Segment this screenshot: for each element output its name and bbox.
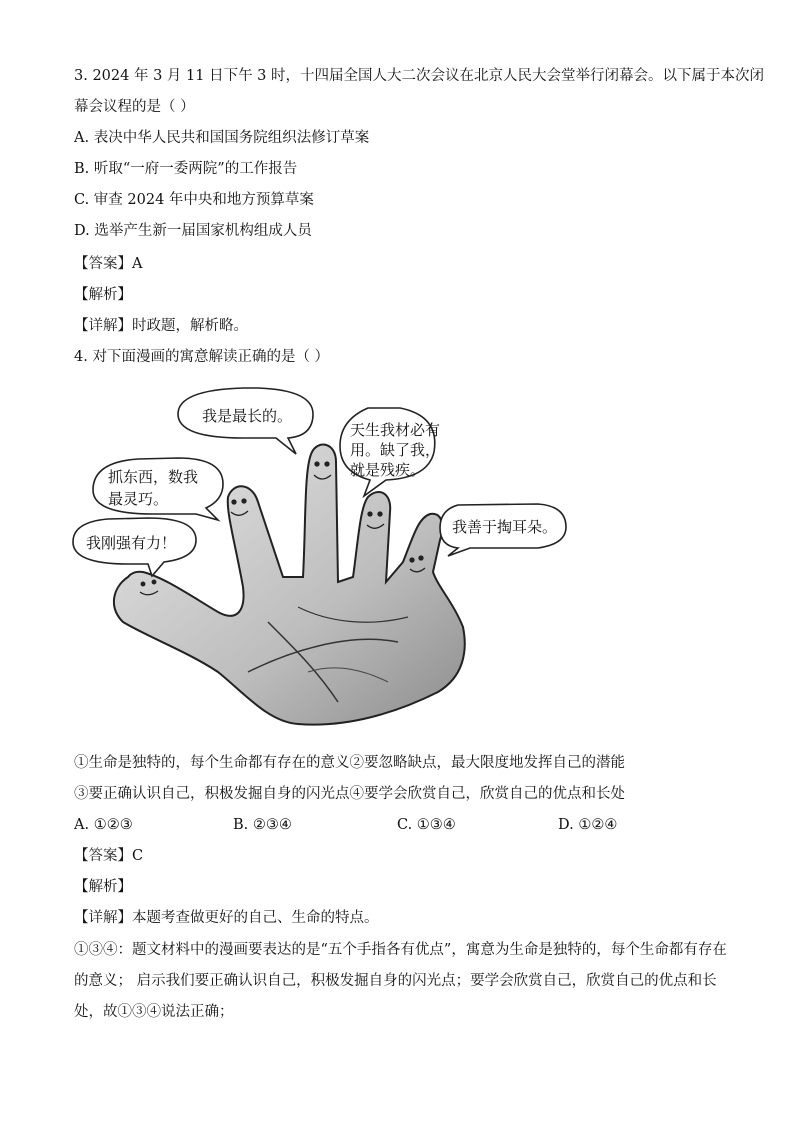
q3-option-a: A. 表决中华人民共和国国务院组织法修订草案 [74,130,370,146]
q4-explain-line3: 处，故①③④说法正确； [74,1004,234,1020]
q3-option-d: D. 选举产生新一届国家机构组成人员 [74,223,312,239]
q4-choice-d: D. ①②④ [558,817,618,833]
q4-choice-a: A. ①②③ [74,817,133,833]
q4-statement-line2: ③要正确认识自己，积极发掘自身的闪光点④要学会欣赏自己，欣赏自己的优点和长处 [74,786,625,802]
answer-value: C [132,848,144,864]
bubble-text-little: 我善于掏耳朵。 [452,518,558,536]
q4-choice-c: C. ①③④ [397,817,456,833]
q3-answer [74,254,142,274]
q4-detail [74,908,379,928]
answer-tag: 【答案】 [74,848,132,864]
q3-analysis-tag: 【解析】 [74,287,132,303]
q4-stem: 4. 对下面漫画的寓意解读正确的是（ ） [74,349,330,365]
bubble-text-ring-2: 用。缺了我， [350,441,441,459]
q4-analysis-tag: 【解析】 [74,879,132,895]
answer-value: A [132,256,143,272]
bubble-text-ring-1: 天生我材必有 [350,421,441,439]
q3-option-b: B. 听取“一府一委两院”的工作报告 [74,161,298,177]
hand-cartoon [68,372,568,730]
bubble-text-index-2: 最灵巧。 [108,490,169,508]
q4-explain-line1: ①③④：题文材料中的漫画要表达的是“五个手指各有优点”，寓意为生命是独特的，每个生命都有存在 [74,942,727,958]
q3-detail [74,316,248,336]
detail-tag: 【详解】 [74,318,132,334]
q4-answer [74,846,143,866]
bubble-text-index-1: 抓东西，数我 [108,468,199,486]
detail-text: 本题考查做更好的自己、生命的特点。 [132,910,379,926]
q3-stem-line2: 幕会议程的是（ ） [74,99,195,115]
detail-text: 时政题，解析略。 [132,318,248,334]
q4-choice-b: B. ②③④ [233,817,292,833]
bubble-text-ring-3: 就是残疾。 [350,461,426,479]
bubble-text-thumb: 我刚强有力！ [86,534,177,552]
q4-explain-line2: 的意义； 启示我们要正确认识自己，积极发掘自身的闪光点；要学会欣赏自己，欣赏自己的优点和长 [74,973,717,989]
bubble-text-middle: 我是最长的。 [202,407,293,425]
detail-tag: 【详解】 [74,910,132,926]
q3-option-c: C. 审查 2024 年中央和地方预算草案 [74,192,314,208]
q3-stem-line1: 3. 2024 年 3 月 11 日下午 3 时，十四届全国人大二次会议在北京人民大会堂举行闭幕会。以下属于本次闭 [74,68,765,84]
q4-statement-line1: ①生命是独特的，每个生命都有存在的意义②要忽略缺点，最大限度地发挥自己的潜能 [74,755,625,771]
answer-tag: 【答案】 [74,256,132,272]
